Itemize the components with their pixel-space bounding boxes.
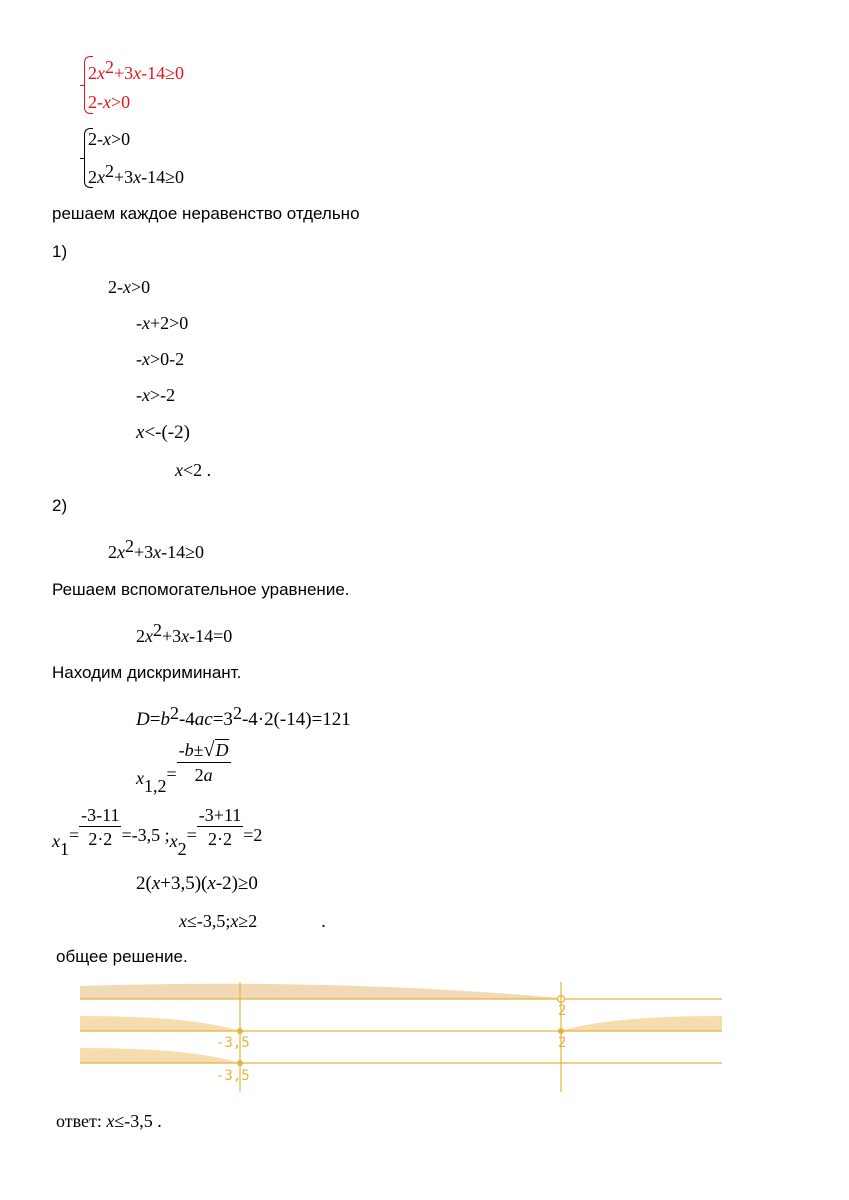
roots-values: x1= $\frac{-3-11}{2\cdot 2}$ =-3,5 ;x2= $\frac{-3+11}{2\cdot 2}$ =2	[52, 805, 263, 860]
region-mid-left-shading	[80, 1016, 240, 1031]
general-solution-text: общее решение.	[56, 947, 188, 966]
part1-step: x<-(-2)	[136, 422, 190, 443]
factored-inequality: 2(x+3,5)(x-2)≥0	[136, 873, 258, 894]
region-top-shading	[80, 984, 560, 999]
system2-line2: $2x^2+3x-14\ge 0$	[88, 161, 185, 187]
system2-line1: 2-x>0	[88, 129, 131, 149]
label-minus-3-5-mid: -3,5	[216, 1035, 250, 1051]
part1-step: x<2 .	[175, 460, 212, 480]
quadratic-solution: x≤-3,5;x≥2 .	[179, 911, 326, 931]
label-minus-3-5-bottom: -3,5	[216, 1068, 250, 1084]
part1-step: -x+2>0	[136, 313, 189, 333]
label-2-top: 2	[558, 1003, 567, 1019]
aux-equation-text: Решаем вспомогательное уравнение.	[52, 580, 350, 599]
answer: ответ: x≤-3,5 .	[56, 1111, 162, 1131]
part2-label: 2)	[52, 496, 68, 515]
label-2-mid: 2	[558, 1035, 567, 1051]
part1-step: -x>-2	[136, 385, 176, 405]
part1-step: 2-x>0	[108, 277, 151, 297]
part1-step: -x>0-2	[136, 349, 185, 369]
system1-line2: 2-x>0	[88, 92, 131, 112]
system1-line1: $2x^2+3x-14\ge 0$	[88, 57, 185, 83]
part2-inequality: $2x^2+3x-14\ge 0$	[108, 536, 205, 562]
aux-equation: $2x^2+3x-14=0$	[136, 620, 233, 646]
intro-text: решаем каждое неравенство отдельно	[52, 204, 360, 223]
roots-formula: x1,2= $\frac{-b\pm√D}{2a}$	[136, 739, 229, 797]
part1-label: 1)	[52, 242, 68, 261]
region-mid-right-shading	[561, 1016, 722, 1031]
discriminant-formula: $D=b^2-4ac=3^2-4\cdot 2(-14)=121$	[136, 703, 351, 730]
discriminant-text: Находим дискриминант.	[52, 663, 242, 682]
